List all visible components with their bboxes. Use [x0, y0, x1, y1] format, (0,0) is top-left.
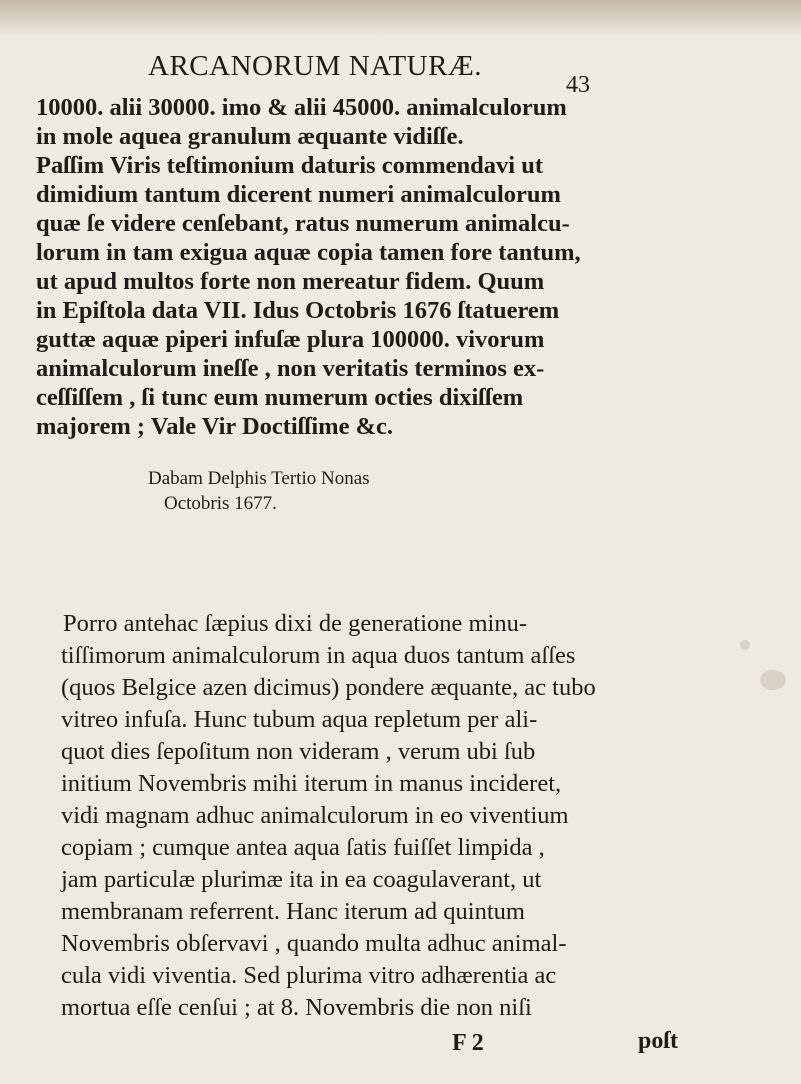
text-line: ut apud multos forte non mereatur fidem. Quum: [36, 268, 545, 295]
text-line: in Epiſtola data VII. Idus Octobris 1676 ſtatuerem: [36, 297, 560, 324]
text-line: initium Novembris mihi iterum in manus incideret,: [61, 770, 562, 797]
text-line: in mole aquea granulum æquante vidiſſe.: [36, 123, 464, 150]
text-line: Novembris obſervavi , quando multa adhuc animal-: [61, 930, 567, 957]
running-title: ARCANORUM NATURÆ.: [148, 50, 482, 82]
text-line: quot dies ſepoſitum non videram , verum ubi ſub: [61, 738, 536, 765]
text-line: dimidium tantum dicerent numeri animalculorum: [36, 181, 561, 208]
text-line: cula vidi viventia. Sed plurima vitro adhærentia ac: [61, 962, 557, 989]
dateline-line: Dabam Delphis Tertio Nonas: [148, 468, 370, 489]
text-line: Paſſim Viris teſtimonium daturis commendavi ut: [36, 152, 543, 179]
text-line: copiam ; cumque antea aqua ſatis fuiſſet limpida ,: [61, 834, 545, 861]
text-line: lorum in tam exigua aquæ copia tamen fore tantum,: [36, 239, 581, 266]
paper-stain: [740, 640, 750, 650]
dateline-line: Octobris 1677.: [164, 493, 277, 514]
page-number: 43: [566, 72, 590, 98]
page-edge-shadow: [0, 0, 801, 38]
text-line: Porro antehac ſæpius dixi de generatione minu-: [63, 610, 528, 637]
page-header: [148, 50, 608, 96]
text-line: mortua eſſe cenſui ; at 8. Novembris die non niſi: [61, 994, 532, 1021]
paper-stain: [760, 670, 786, 690]
text-line: ceſſiſſem , ſi tunc eum numerum octies dixiſſem: [36, 384, 524, 411]
text-line: quæ ſe videre cenſebant, ratus numerum animalcu-: [36, 210, 570, 237]
text-line: jam particulæ plurimæ ita in ea coagulaverant, ut: [61, 866, 542, 893]
text-line: tiſſimorum animalculorum in aqua duos tantum aſſes: [61, 642, 576, 669]
catchword: poſt: [638, 1028, 679, 1054]
signature-mark: F 2: [452, 1030, 484, 1056]
text-line: vidi magnam adhuc animalculorum in eo viventium: [61, 802, 569, 829]
text-line: 10000. alii 30000. imo & alii 45000. animalculorum: [36, 94, 567, 121]
text-line: membranam referrent. Hanc iterum ad quintum: [61, 898, 525, 925]
text-line: guttæ aquæ piperi infuſæ plura 100000. vivorum: [36, 326, 545, 353]
text-line: vitreo infuſa. Hunc tubum aqua repletum per ali-: [61, 706, 538, 733]
text-line: animalculorum ineſſe , non veritatis terminos ex-: [36, 355, 545, 382]
text-line: (quos Belgice azen dicimus) pondere æquante, ac tubo: [61, 674, 596, 701]
text-line: majorem ; Vale Vir Doctiſſime &c.: [36, 413, 393, 440]
